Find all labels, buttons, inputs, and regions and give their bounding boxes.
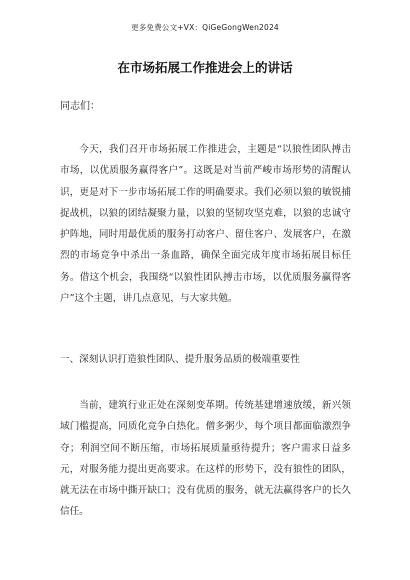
paragraph-section-1: 当前，建筑行业正处在深刻变革期。传统基建增速放缓，新兴领域门槛提高，同质化竞争白热化。僧多粥少，每个项目都面临激烈争夺；利润空间不断压缩，市场拓展质量亟待提升；客户需求日益多元，对服务能力提出更高要求。在这样的形势下，没有狼性的团队，就无法在市场中撕开缺口；没有优质的服务，就无法赢得客户的长久信任。 bbox=[60, 400, 351, 518]
section-heading-1: 一、深刻认识打造狼性团队、提升服务品质的极端重要性 bbox=[60, 354, 300, 365]
document-title: 在市场拓展工作推进会上的讲话 bbox=[117, 60, 293, 75]
salutation: 同志们： bbox=[60, 101, 100, 112]
paragraph-intro: 今天，我们召开市场拓展工作推进会，主题是“以狼性团队搏击市场，以优质服务赢得客户”。这既是对当前严峻市场形势的清醒认识，更是对下一步市场拓展工作的明确要求。我们必须以狼的敏锐捕捉战机，以狼的团结凝聚力量，以狼的坚韧攻坚克难，以狼的忠诚守护阵地，同时用最优质的服务打动客户、留住客户、发展客户，在激烈的市场竞争中杀出一条血路，确保全面完成年度市场拓展目标任务。借这个机会，我围绕“以狼性团队搏击市场，以优质服务赢得客户”这个主题，讲几点意见，与大家共勉。 bbox=[60, 144, 351, 305]
header-note: 更多免费公文+VX：QiGeGongWen2024 bbox=[131, 23, 279, 32]
